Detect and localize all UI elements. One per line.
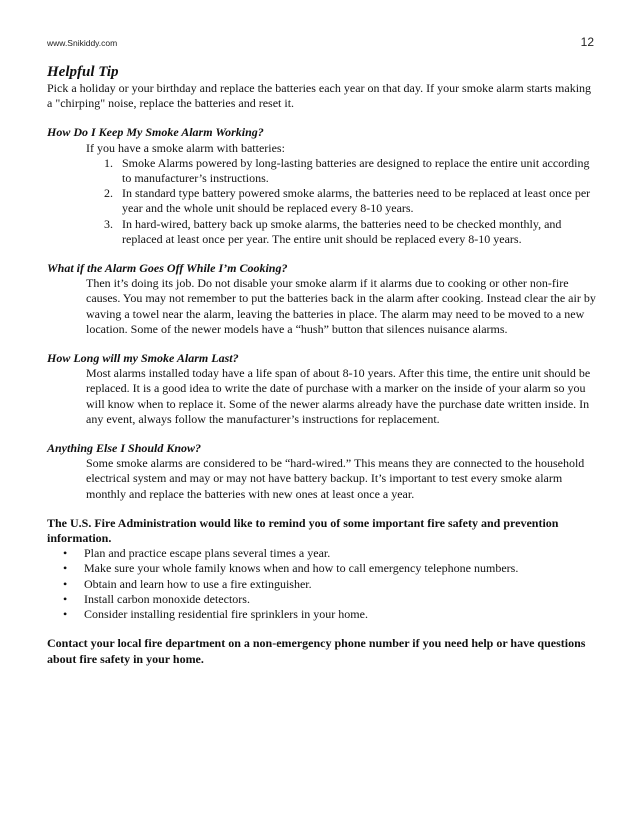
- cooking-text: Then it’s doing its job. Do not disable your smoke alarm if it alarms due to cooking or other non-fire causes. You may not remember to put the batteries back in the alarm after cooking. Instead clear the air by waving a towel near the alarm, leaving the batteries in place. The alarm may need to be moved to a new location. Some of the newer models have a “hush” button that silences nuisance alarms.: [86, 276, 596, 336]
- bullet-icon: •: [63, 576, 68, 591]
- contact-section: [47, 636, 599, 666]
- lifespan-heading: How Long will my Smoke Alarm Last?: [47, 351, 239, 366]
- list-item: [47, 217, 599, 247]
- keep-working-heading: How Do I Keep My Smoke Alarm Working?: [47, 125, 264, 140]
- keep-working-section: [47, 125, 599, 247]
- keep-working-list: [47, 156, 599, 247]
- page-number: 12: [580, 35, 594, 49]
- anything-else-section: [47, 441, 599, 502]
- helpful-tip-title: Helpful Tip: [47, 64, 119, 80]
- list-item: [47, 592, 599, 607]
- list-number: 3.: [104, 216, 113, 231]
- lifespan-section: [47, 351, 599, 427]
- usfa-bullet-list: [47, 546, 599, 622]
- list-item: [47, 156, 599, 186]
- list-item: [47, 577, 599, 592]
- list-item: [47, 561, 599, 576]
- helpful-tip-section: [47, 63, 599, 111]
- anything-else-heading: Anything Else I Should Know?: [47, 441, 202, 456]
- list-text: Install carbon monoxide detectors.: [84, 591, 250, 606]
- list-item: [47, 607, 599, 622]
- anything-else-text: Some smoke alarms are considered to be “hard-wired.” This means they are connected to the household electrical system and may or may not have battery backup. It’s important to test every smoke alarm monthly and replace the batteries with new ones at least once a year.: [86, 456, 585, 501]
- list-text: In standard type battery powered smoke alarms, the batteries need to be replaced at least once per year and the whole unit should be replaced every 8-10 years.: [122, 186, 591, 216]
- page-content: [47, 63, 599, 681]
- bullet-icon: •: [63, 591, 68, 606]
- helpful-tip-text: Pick a holiday or your birthday and replace the batteries each year on that day. If your smoke alarm starts making a "chirping" noise, replace the batteries and reset it.: [47, 81, 592, 111]
- bullet-icon: •: [63, 607, 68, 622]
- list-text: Consider installing residential fire sprinklers in your home.: [84, 607, 368, 622]
- keep-working-intro: If you have a smoke alarm with batteries:: [86, 140, 285, 155]
- lifespan-text: Most alarms installed today have a life span of about 8-10 years. After this time, the entire unit should be replaced. It is a good idea to write the date of purchase with a marker on the inside of your alarm so you will know when to replace it. Some of the newer alarms already have the purchase date written inside. In any event, always follow the manufacturer’s instructions for replacement.: [86, 366, 591, 426]
- list-number: 2.: [104, 186, 113, 201]
- list-number: 1.: [104, 155, 113, 170]
- list-text: Plan and practice escape plans several times a year.: [84, 546, 331, 561]
- list-text: In hard-wired, battery back up smoke alarms, the batteries need to be checked monthly, and replaced at least once per year. The entire unit should be replaced every 8-10 years.: [122, 216, 562, 246]
- list-text: Make sure your whole family knows when and how to call emergency telephone numbers.: [84, 561, 519, 576]
- cooking-heading: What if the Alarm Goes Off While I’m Cooking?: [47, 261, 288, 276]
- list-text: Smoke Alarms powered by long-lasting batteries are designed to replace the entire unit according to manufacturer’s instructions.: [122, 155, 590, 186]
- usfa-heading: The U.S. Fire Administration would like to remind you of some important fire safety and prevention information.: [47, 515, 559, 546]
- site-url: www.Snikiddy.com: [47, 38, 118, 48]
- list-item: [47, 546, 599, 561]
- usfa-section: [47, 516, 599, 622]
- bullet-icon: •: [63, 561, 68, 576]
- cooking-section: [47, 261, 599, 337]
- list-item: [47, 186, 599, 216]
- list-text: Obtain and learn how to use a fire extinguisher.: [84, 576, 312, 591]
- bullet-icon: •: [63, 546, 68, 561]
- contact-text: Contact your local fire department on a non-emergency phone number if you need help or have questions about fire safety in your home.: [47, 636, 586, 666]
